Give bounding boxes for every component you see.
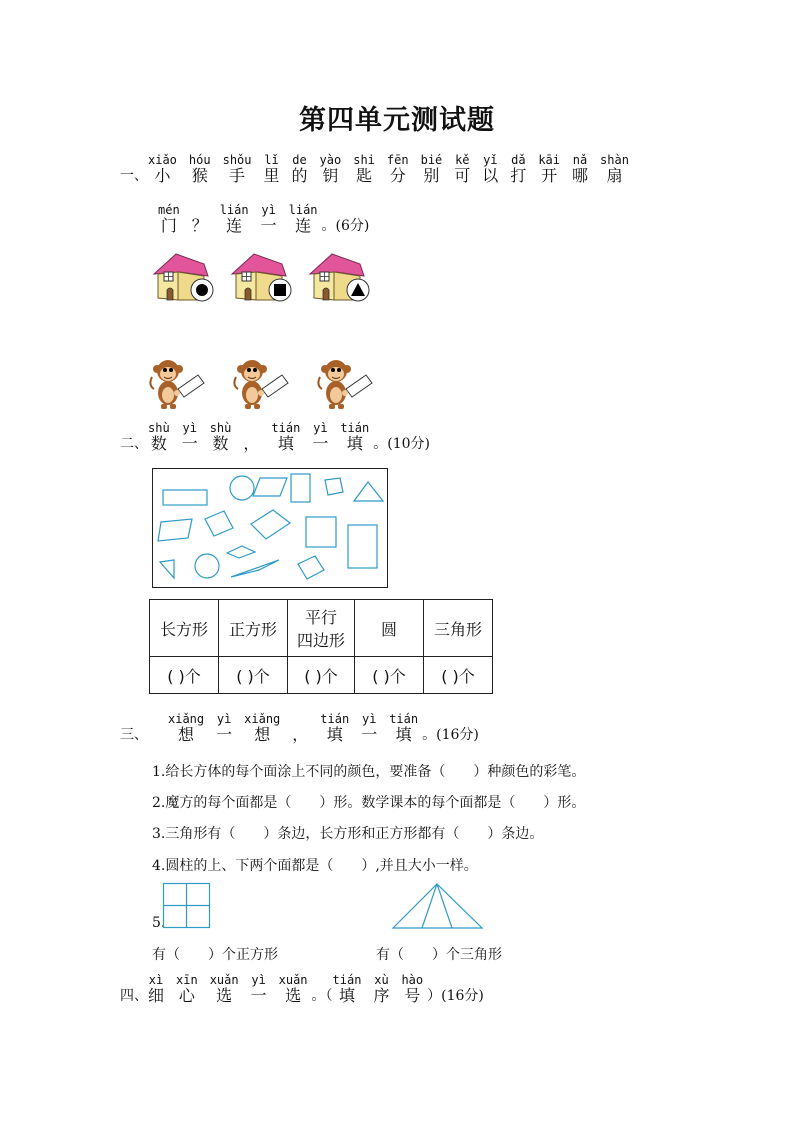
hanzi: 手 [229, 166, 246, 185]
hanzi: 数 [150, 434, 167, 453]
pinyin-char [271, 422, 300, 454]
pinyin-char [279, 974, 308, 1006]
pinyin [248, 422, 255, 434]
hanzi: 猴 [191, 166, 208, 185]
pinyin-char [264, 154, 280, 186]
hanzi: 开 [541, 166, 558, 185]
pinyin-char [600, 154, 629, 186]
pinyin: kě [455, 153, 470, 167]
hanzi: 一 [181, 434, 198, 453]
pinyin-char [182, 422, 198, 454]
question-1-score: 。(6分) [321, 218, 370, 234]
pinyin-char [168, 713, 204, 745]
pinyin-char [340, 422, 369, 454]
pinyin: lǐ [264, 153, 279, 167]
hanzi: 一 [260, 216, 277, 235]
pinyin: nǎ [572, 153, 588, 167]
count-answer-cell[interactable]: ( )个 [424, 657, 493, 694]
house-icon [232, 254, 291, 301]
four-squares-figure [163, 883, 211, 933]
shape-square [306, 517, 336, 547]
count-answer-cell[interactable]: ( )个 [355, 657, 424, 694]
pinyin: hào [401, 973, 424, 987]
header-text: 四边形 [296, 631, 345, 650]
pinyin: yì [261, 203, 276, 217]
shape-rectangle [348, 525, 377, 568]
question-3-heading [120, 713, 479, 745]
pinyin: tián [271, 421, 301, 435]
pinyin: yì [182, 421, 197, 435]
hanzi: ？ [191, 216, 208, 235]
shape-rectangle [291, 474, 310, 502]
pinyin-char [373, 974, 389, 1006]
header-text: 正方形 [228, 619, 277, 639]
header-text: 三角形 [433, 619, 482, 639]
pinyin: hóu [188, 153, 211, 167]
count-table-header-cell [219, 600, 288, 657]
pinyin-char [261, 204, 277, 236]
hanzi: 选 [216, 986, 233, 1005]
question-4-line [148, 974, 320, 1006]
count-table-wrap [149, 599, 493, 694]
pinyin: lián [219, 203, 249, 217]
pinyin-char [192, 204, 208, 236]
pinyin: xuǎn [209, 973, 239, 987]
pinyin-char [210, 422, 232, 454]
pinyin: xuǎn [278, 973, 308, 987]
hanzi: 填 [326, 725, 343, 744]
pinyin-char [176, 974, 198, 1006]
shape-triangle [354, 482, 383, 501]
pinyin: xiǎo [148, 153, 177, 167]
pinyin-char [353, 154, 375, 186]
page-title: 第四单元测试题 [299, 105, 495, 136]
pinyin-char [333, 974, 362, 1006]
pinyin-char [244, 713, 280, 745]
count-answer-cell[interactable]: ( )个 [150, 657, 219, 694]
house-icon [310, 254, 369, 301]
pinyin: tián [340, 421, 370, 435]
pinyin-char [361, 713, 377, 745]
pinyin: yǐ [483, 153, 498, 167]
pinyin: fēn [386, 153, 409, 167]
pinyin-char [401, 974, 423, 1006]
hanzi: 一 [250, 986, 267, 1005]
hanzi: 门 [160, 216, 177, 235]
hanzi: 填 [346, 434, 363, 453]
hanzi: 心 [178, 986, 195, 1005]
count-table-answer-row [150, 657, 493, 694]
pinyin: shǒu [222, 153, 252, 167]
hanzi: 连 [295, 216, 312, 235]
pinyin-char [189, 154, 211, 186]
question-1-number: 一、 [120, 168, 148, 184]
question-1-line-2 [158, 204, 369, 236]
pinyin: shi [353, 153, 375, 167]
count-table-header-row [150, 600, 493, 657]
pinyin-char [223, 154, 252, 186]
pinyin: yì [216, 712, 232, 726]
shape-triangle [231, 560, 279, 577]
shapes-box [152, 468, 388, 592]
shape-rectangle [163, 490, 207, 505]
hanzi: 别 [423, 166, 440, 185]
pinyin-char [482, 154, 498, 186]
question-3-item-1: 1.给长方体的每个面涂上不同的颜色，要准备（ ）种颜色的彩笔。 [152, 764, 586, 780]
pinyin-char [243, 422, 259, 454]
pinyin: shù [148, 421, 170, 435]
pinyin-char [216, 713, 232, 745]
pinyin: shù [209, 421, 232, 435]
monkey-icon [234, 360, 288, 409]
question-4-line-b [333, 974, 436, 1006]
question-4-heading [120, 974, 484, 1006]
pinyin: de [292, 153, 307, 167]
pinyin: yào [319, 153, 342, 167]
hanzi: ， [243, 434, 260, 453]
pinyin: tián [320, 712, 350, 726]
pinyin: tián [332, 973, 362, 987]
hanzi: 一 [361, 725, 378, 744]
shape-circle [230, 476, 254, 500]
pinyin: shàn [600, 153, 629, 167]
question-2-line [148, 422, 381, 454]
hanzi: 填 [277, 434, 294, 453]
shape-rectangle [158, 519, 192, 541]
pinyin: mén [158, 203, 180, 217]
pinyin [196, 204, 203, 216]
question-4-score: ）(16分) [427, 988, 484, 1004]
question-3-score: 。(16分) [422, 727, 479, 743]
header-text: 平行 [304, 608, 337, 627]
hanzi: 打 [510, 166, 527, 185]
pinyin: yì [251, 973, 266, 987]
hanzi: 小 [154, 166, 171, 185]
pinyin-char [454, 154, 470, 186]
question-3-item-5-number: 5. [152, 915, 166, 931]
hanzi: 填 [338, 986, 355, 1005]
count-table [149, 599, 493, 694]
question-4-number: 四、 [120, 988, 148, 1004]
pinyin: xì [148, 973, 164, 987]
hanzi: 可 [454, 166, 471, 185]
hanzi: 一 [216, 725, 233, 744]
shape-square [325, 478, 343, 495]
pinyin: yì [313, 421, 328, 435]
hanzi: ， [292, 725, 309, 744]
count-table-header-cell [288, 600, 355, 657]
question-1-line-1 [148, 154, 641, 186]
pinyin-char [320, 154, 342, 186]
pinyin: kāi [538, 153, 561, 167]
hanzi: 的 [291, 166, 308, 185]
pinyin-char [292, 154, 308, 186]
question-1-heading [120, 154, 641, 186]
header-text: 长方形 [159, 619, 208, 639]
house-icon [154, 254, 213, 301]
shape-triangle [160, 560, 174, 578]
pinyin-char [251, 974, 267, 1006]
header-text: 圆 [380, 619, 397, 639]
monkey-row [148, 355, 388, 417]
question-3-number: 三、 [120, 727, 148, 743]
hanzi: 连 [226, 216, 243, 235]
pinyin-char [148, 974, 164, 1006]
shape-parallelogram [253, 478, 287, 496]
hanzi: 序 [373, 986, 390, 1005]
pinyin: bié [420, 153, 443, 167]
pinyin [297, 713, 304, 725]
pinyin-char [387, 154, 409, 186]
pinyin: xiǎng [168, 712, 205, 726]
question-3-item-4: 4.圆柱的上、下两个面都是（ ）,并且大小一样。 [152, 858, 478, 874]
count-table-header-cell [424, 600, 493, 657]
circle-symbol [196, 284, 208, 296]
hanzi: 扇 [606, 166, 623, 185]
pinyin-char [289, 204, 318, 236]
hanzi: 以 [482, 166, 499, 185]
hanzi: 哪 [572, 166, 589, 185]
pinyin-char [538, 154, 560, 186]
pinyin-char [148, 154, 177, 186]
pinyin-char [210, 974, 239, 1006]
square-symbol [274, 284, 286, 296]
pinyin: dǎ [511, 153, 526, 167]
shape-square [205, 511, 233, 536]
monkey-icon [318, 360, 372, 409]
hanzi: 细 [148, 986, 165, 1005]
question-2-number: 二、 [120, 436, 148, 452]
house-row [150, 250, 390, 314]
pinyin-char [572, 154, 588, 186]
pinyin-char [220, 204, 249, 236]
hanzi: 钥 [322, 166, 339, 185]
pinyin-char [320, 713, 349, 745]
pinyin: lián [288, 203, 318, 217]
question-3-item-2: 2.魔方的每个面都是（ ）形。数学课本的每个面都是（ ）形。 [152, 795, 586, 811]
shape-parallelogram [227, 546, 255, 558]
hanzi: 里 [263, 166, 280, 185]
pinyin-char [148, 422, 170, 454]
hanzi: 号 [404, 986, 421, 1005]
count-answer-cell[interactable]: ( )个 [219, 657, 288, 694]
shape-circle [195, 554, 219, 578]
pinyin-char [292, 713, 308, 745]
question-3-item-3: 3.三角形有（ ）条边，长方形和正方形都有（ ）条边。 [152, 826, 544, 842]
pinyin: xù [374, 973, 389, 987]
question-2-score: 。(10分) [373, 436, 430, 452]
question-3-line [168, 713, 430, 745]
shape-square [298, 556, 324, 579]
hanzi: 分 [389, 166, 406, 185]
question-3-item-5-left: 有（ ）个正方形 [152, 947, 278, 963]
pinyin-char [158, 204, 180, 236]
pinyin: yì [361, 712, 377, 726]
pinyin: xīn [176, 973, 198, 987]
pinyin-char [389, 713, 418, 745]
question-3-item-5-right: 有（ ）个三角形 [376, 947, 502, 963]
pinyin-char [510, 154, 526, 186]
triangles-figure [392, 882, 484, 934]
pinyin: tián [389, 712, 419, 726]
hanzi: 填 [395, 725, 412, 744]
hanzi: 匙 [356, 166, 373, 185]
count-table-header-cell [355, 600, 424, 657]
question-2-heading [120, 422, 430, 454]
count-answer-cell[interactable]: ( )个 [288, 657, 355, 694]
monkey-icon [150, 360, 204, 409]
count-table-header-cell [150, 600, 219, 657]
shapes-figure [152, 468, 388, 588]
pinyin-char [312, 422, 328, 454]
shape-rectangle [251, 510, 290, 539]
pinyin: xiǎng [244, 712, 281, 726]
hanzi: 想 [178, 725, 195, 744]
hanzi: 选 [285, 986, 302, 1005]
hanzi: 一 [312, 434, 329, 453]
question-4-paren: 。（ [311, 988, 333, 1004]
hanzi: 数 [212, 434, 229, 453]
hanzi: 想 [254, 725, 271, 744]
question-1-line-2-ruby [158, 204, 330, 236]
pinyin-char [421, 154, 443, 186]
